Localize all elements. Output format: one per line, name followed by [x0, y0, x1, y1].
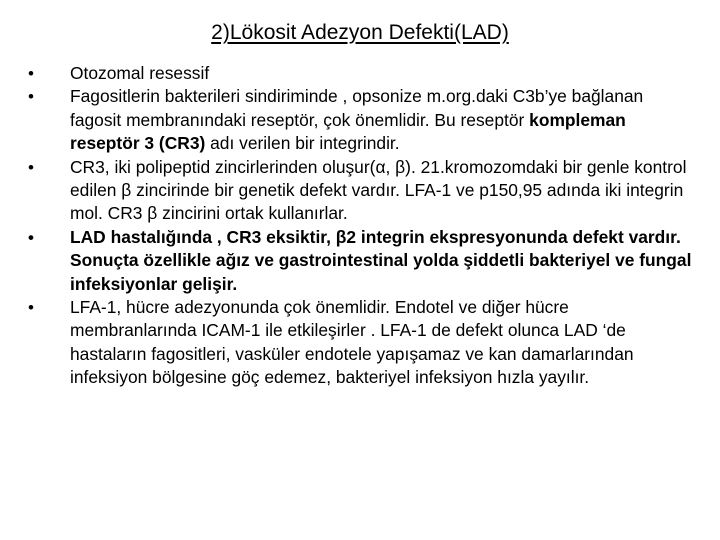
bullet-text-5: LFA-1, hücre adezyonunda çok önemlidir. Endotel ve diğer hücre membranlarında ICAM-1 ile etkileşirler . LFA-1 de defekt olunca LAD ‘de hastaların fagositleri, vasküler endotele yapışamaz ve kan damarlarından infeksiyon bölgesine göç edemez, bakteriyel infeksiyon hızla yayılır. [70, 297, 634, 388]
bullet-text-3: CR3, iki polipeptid zincirlerinden oluşur(α, β). 21.kromozomdaki bir genle kontrol edilen β zincirinde bir genetik defekt vardır. LFA-1 ve p150,95 adında iki integrin mol. CR3 β zincirini ortak kullanırlar. [70, 156, 687, 224]
bullet-item-1 [28, 62, 698, 85]
bullet-marker-2: • [28, 87, 34, 107]
bullet-text-2-bold: kompleman reseptör 3 (CR3) [70, 109, 626, 154]
bullet-marker-3: • [28, 157, 34, 177]
bullet-item-2 [28, 85, 698, 155]
bullet-text-1: Otozomal resessif [70, 63, 210, 83]
bullet-list [28, 62, 698, 390]
bullet-marker-4: • [28, 227, 34, 247]
slide-title: 2)Lökosit Adezyon Defekti(LAD) [211, 21, 509, 44]
bullet-marker-1: • [28, 64, 34, 83]
bullet-text-2-before: Fagositlerin bakterileri sindiriminde , opsonize m.org.daki C3b’ye bağlanan fagosit membranındaki reseptör, çok önemlidir. Bu reseptör [70, 86, 644, 130]
bullet-marker-5: • [28, 298, 34, 318]
bullet-text-4: LAD hastalığında , CR3 eksiktir, β2 integrin ekspresyonunda defekt vardır. Sonuçta özellikle ağız ve gastrointestinal yolda şiddetli bakteriyel ve fungal infeksiyonlar gelişir. [70, 226, 692, 294]
bullet-text-2-after: adı verilen bir integrindir. [205, 133, 400, 154]
bullet-item-3 [28, 156, 698, 226]
bullet-item-4 [28, 226, 698, 296]
bullet-item-5 [28, 296, 698, 390]
